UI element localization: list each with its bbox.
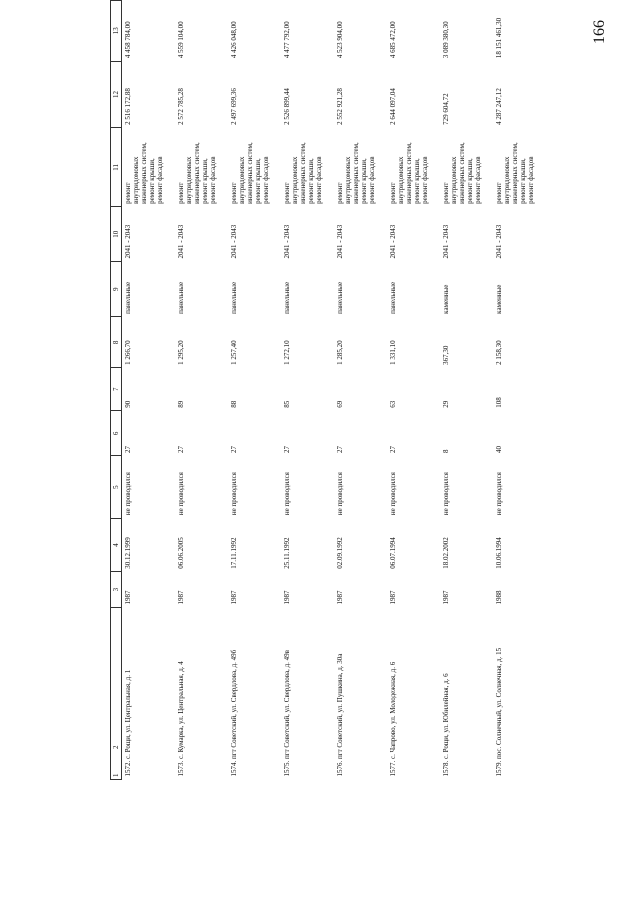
col7-cell: 85 <box>283 400 291 408</box>
col-header-13: 13 <box>111 1 122 62</box>
total-cell: 4 523 904,00 <box>336 21 344 59</box>
total-cell: 4 559 104,00 <box>177 21 185 59</box>
year-cell: 1987 <box>336 590 344 605</box>
period-cell: 2041 - 2043 <box>389 224 397 259</box>
col7-cell: 69 <box>336 400 344 408</box>
row-number: 1575. <box>283 760 291 777</box>
address-cell <box>440 607 493 779</box>
date-cell: 18.02.2002 <box>442 537 450 569</box>
table-row <box>387 1 440 780</box>
address-text: пос. Солнечный, ул. Солнечная, д. 15 <box>495 647 503 759</box>
wall-material-cell: панельные <box>124 281 132 314</box>
row-number: 1572. <box>124 760 132 777</box>
cost-cell: 2 552 921,28 <box>336 88 344 125</box>
address-text: с. Рощи, ул. Центральная, д. 1 <box>124 669 132 759</box>
works-cell: ремонт внутридомовых инженерных систем, ремонт крыши, ремонт фасадов <box>495 142 535 204</box>
date-cell: 10.06.1994 <box>495 537 503 569</box>
area-cell: 1 331,10 <box>389 340 397 365</box>
address-cell <box>387 607 440 779</box>
works-cell: ремонт внутридомовых инженерных систем, ремонт крыши, ремонт фасадов <box>230 142 270 204</box>
col7-cell: 88 <box>230 400 238 408</box>
repair-status-cell: не проводился <box>177 472 185 516</box>
table-row <box>122 1 176 780</box>
area-cell: 1 285,20 <box>336 340 344 365</box>
table-body <box>122 1 547 780</box>
total-cell: 3 089 380,30 <box>442 21 450 59</box>
col-header-12: 12 <box>111 61 122 128</box>
year-cell: 1987 <box>442 590 450 605</box>
date-cell: 30.12.1999 <box>124 537 132 569</box>
total-cell: 4 685 472,00 <box>389 21 397 59</box>
address-cell <box>493 607 546 779</box>
wall-material-cell: панельные <box>283 281 291 314</box>
table-row <box>281 1 334 780</box>
col-header-3: 3 <box>111 572 122 608</box>
address-cell <box>281 607 334 779</box>
col-header-11: 11 <box>111 128 122 207</box>
date-cell: 17.11.1992 <box>230 537 238 569</box>
col6-cell: 27 <box>283 446 291 453</box>
period-cell: 2041 - 2043 <box>495 224 503 259</box>
cost-cell: 4 287 247,12 <box>495 88 503 125</box>
total-cell: 4 426 048,00 <box>230 21 238 59</box>
area-cell: 1 295,20 <box>177 340 185 365</box>
page-number: 166 <box>591 20 608 44</box>
col6-cell: 27 <box>124 446 132 453</box>
date-cell: 25.11.1992 <box>283 537 291 569</box>
col6-cell: 27 <box>230 446 238 453</box>
works-cell: ремонт внутридомовых инженерных систем, ремонт крыши, ремонт фасадов <box>124 142 164 204</box>
year-cell: 1988 <box>495 590 503 605</box>
works-cell: ремонт внутридомовых инженерных систем, ремонт крыши, ремонт фасадов <box>177 142 217 204</box>
cost-cell: 2 644 097,04 <box>389 88 397 125</box>
address-text: пгт Советский, ул. Свердлова, д. 49в <box>283 650 291 759</box>
period-cell: 2041 - 2043 <box>177 224 185 259</box>
table-row <box>440 1 493 780</box>
wall-material-cell: панельные <box>177 281 185 314</box>
col-header-4: 4 <box>111 518 122 572</box>
wall-material-cell: панельные <box>336 281 344 314</box>
col6-cell: 40 <box>495 446 503 453</box>
wall-material-cell: панельные <box>389 281 397 314</box>
total-cell: 4 458 784,00 <box>124 21 132 59</box>
col-header-7: 7 <box>111 368 122 411</box>
row-number: 1578. <box>442 760 450 777</box>
col-header-5: 5 <box>111 456 122 518</box>
works-cell: ремонт внутридомовых инженерных систем, ремонт крыши, ремонт фасадов <box>442 142 482 204</box>
rotated-page <box>110 0 640 777</box>
area-cell: 367,30 <box>442 345 450 365</box>
repair-status-cell: не проводился <box>124 472 132 516</box>
wall-material-cell: каменные <box>495 284 503 314</box>
table-row <box>334 1 387 780</box>
cost-cell: 729 604,72 <box>442 93 450 125</box>
column-number-row <box>111 1 122 780</box>
date-cell: 06.06.2005 <box>177 537 185 569</box>
works-cell: ремонт внутридомовых инженерных систем, ремонт крыши, ремонт фасадов <box>283 142 323 204</box>
period-cell: 2041 - 2043 <box>442 224 450 259</box>
wall-material-cell: каменные <box>442 284 450 314</box>
area-cell: 1 266,70 <box>124 340 132 365</box>
col7-cell: 63 <box>389 400 397 408</box>
col6-cell: 27 <box>177 446 185 453</box>
table-row <box>493 1 546 780</box>
col7-cell: 108 <box>495 397 503 408</box>
wall-material-cell: панельные <box>230 281 238 314</box>
total-cell: 18 151 461,30 <box>495 17 503 59</box>
cost-cell: 2 526 899,44 <box>283 88 291 125</box>
table-row <box>175 1 228 780</box>
total-cell: 4 477 792,00 <box>283 21 291 59</box>
col7-cell: 89 <box>177 400 185 408</box>
period-cell: 2041 - 2043 <box>230 224 238 259</box>
works-cell: ремонт внутридомовых инженерных систем, ремонт крыши, ремонт фасадов <box>389 142 429 204</box>
address-cell <box>175 607 228 779</box>
cost-cell: 2 572 785,28 <box>177 88 185 125</box>
period-cell: 2041 - 2043 <box>336 224 344 259</box>
row-number: 1577. <box>389 760 397 777</box>
address-text: с. Чапрово, ул. Молодежная, д. 6 <box>389 661 397 759</box>
period-cell: 2041 - 2043 <box>283 224 291 259</box>
col-header-6: 6 <box>111 411 122 456</box>
col-header-8: 8 <box>111 317 122 368</box>
repair-status-cell: не проводился <box>495 472 503 516</box>
works-cell: ремонт внутридомовых инженерных систем, ремонт крыши, ремонт фасадов <box>336 142 376 204</box>
col7-cell: 29 <box>442 400 450 408</box>
row-number: 1579. <box>495 760 503 777</box>
period-cell: 2041 - 2043 <box>124 224 132 259</box>
year-cell: 1987 <box>124 590 132 605</box>
col6-cell: 8 <box>442 449 450 453</box>
repair-status-cell: не проводился <box>230 472 238 516</box>
address-text: с. Кумарка, ул. Центральная, д. 4 <box>177 661 185 759</box>
year-cell: 1987 <box>283 590 291 605</box>
col-header-10: 10 <box>111 207 122 262</box>
year-cell: 1987 <box>389 590 397 605</box>
area-cell: 1 272,10 <box>283 340 291 365</box>
housing-table-container <box>110 0 640 780</box>
year-cell: 1987 <box>177 590 185 605</box>
col6-cell: 27 <box>336 446 344 453</box>
repair-status-cell: не проводился <box>283 472 291 516</box>
date-cell: 06.07.1994 <box>389 537 397 569</box>
address-cell <box>228 607 281 779</box>
repair-status-cell: не проводился <box>442 472 450 516</box>
year-cell: 1987 <box>230 590 238 605</box>
address-text: с. Рощи, ул. Юбилейная, д. 6 <box>442 673 450 759</box>
row-number: 1574. <box>230 760 238 777</box>
row-number: 1573. <box>177 760 185 777</box>
repair-status-cell: не проводился <box>389 472 397 516</box>
table-row <box>228 1 281 780</box>
col-header-9: 9 <box>111 262 122 317</box>
col7-cell: 90 <box>124 400 132 408</box>
col6-cell: 27 <box>389 446 397 453</box>
address-cell <box>334 607 387 779</box>
housing-repair-table <box>110 0 546 780</box>
area-cell: 2 158,30 <box>495 340 503 365</box>
col-header-1: 1 2 <box>111 607 122 779</box>
address-cell <box>122 607 176 779</box>
address-text: пгт Советский, ул. Свердлова, д. 49б <box>230 649 238 759</box>
area-cell: 1 257,40 <box>230 340 238 365</box>
cost-cell: 2 497 699,36 <box>230 88 238 125</box>
date-cell: 02.09.1992 <box>336 537 344 569</box>
cost-cell: 2 516 172,88 <box>124 88 132 125</box>
address-text: пгт Советский, ул. Пушкина, д. 30а <box>336 653 344 759</box>
row-number: 1576. <box>336 760 344 777</box>
repair-status-cell: не проводился <box>336 472 344 516</box>
